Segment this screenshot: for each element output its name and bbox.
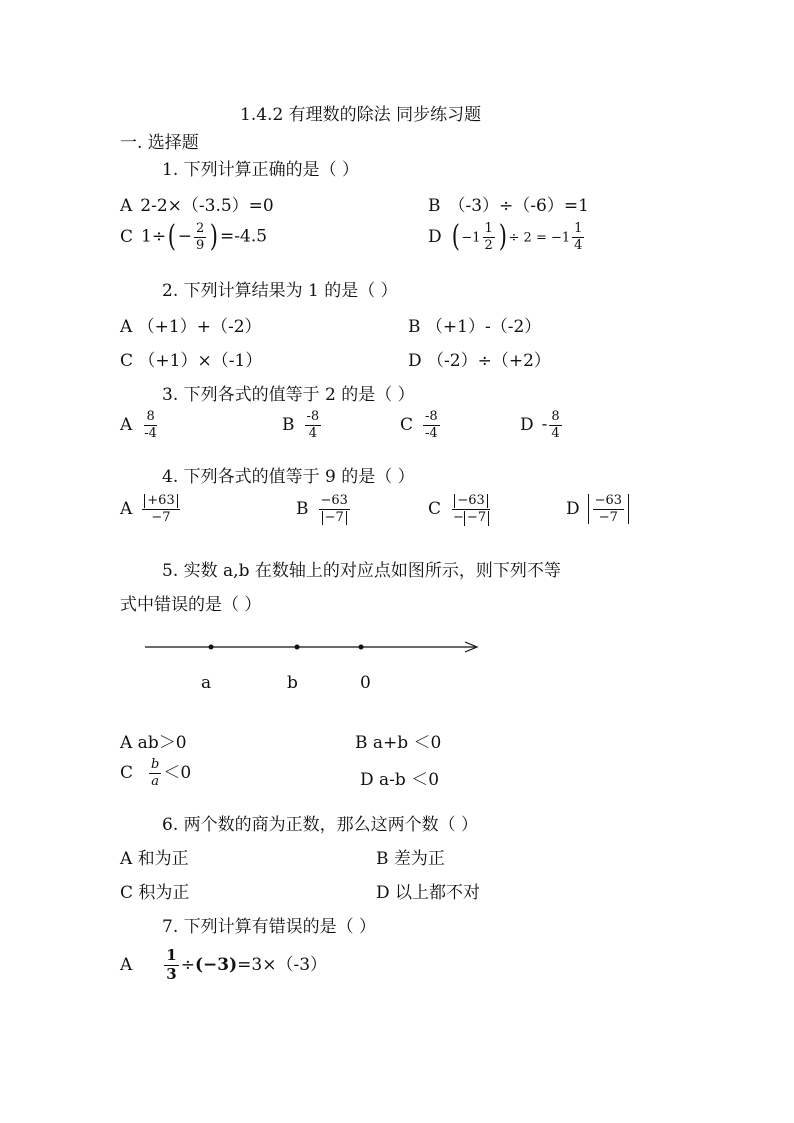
denominator: a [151, 774, 160, 789]
q6-option-b: B 差为正 [376, 849, 445, 869]
numerator: −63 [320, 493, 348, 508]
q2-stem: 2. 下列计算结果为 1 的是（ ） [162, 281, 398, 301]
q5-stem-continued: 式中错误的是（ ） [120, 595, 262, 615]
q3-stem: 3. 下列各式的值等于 2 的是（ ） [162, 385, 415, 405]
q5-option-d: D a-b ＜0 [360, 770, 440, 790]
option-label: B [296, 498, 309, 519]
numerator: −63 [594, 493, 623, 508]
option-label: C [120, 763, 134, 783]
q2-option-b: B （+1）-（-2） [408, 317, 542, 337]
left-paren: ( [167, 219, 177, 255]
right-paren: ) [498, 219, 507, 255]
option-text: 2-2×（-3.5）=0 [140, 196, 274, 216]
numerator: -8 [425, 409, 438, 424]
option-label: C [400, 414, 414, 435]
numerator: 1 [574, 221, 583, 236]
option-label: A [120, 196, 133, 216]
option-label: A [120, 414, 133, 435]
fraction [142, 494, 179, 525]
expr-post: =3×（-3） [237, 954, 328, 975]
numerator: 8 [551, 409, 560, 424]
q1-option-a [120, 191, 274, 216]
fraction [483, 222, 495, 252]
fraction [149, 758, 161, 788]
expr-mid: ÷ 2 = −1 [508, 230, 571, 246]
numerator: 1 [484, 221, 493, 236]
expr-post: ＜0 [163, 763, 192, 783]
q4-stem: 4. 下列各式的值等于 9 的是（ ） [162, 467, 415, 487]
divide-sign: ÷ [180, 954, 195, 975]
fraction [305, 410, 322, 440]
option-label: A [120, 954, 133, 975]
denominator: 3 [166, 964, 177, 983]
label-a: a [201, 673, 212, 693]
q1-option-b [428, 191, 589, 216]
option-label: D [428, 226, 442, 247]
q6-stem: 6. 两个数的商为正数，那么这两个数（ ） [162, 815, 479, 835]
option-label: A [120, 498, 133, 519]
abs-value: −7 [322, 511, 347, 525]
denominator: 9 [196, 237, 205, 253]
denominator: 2 [484, 237, 493, 253]
numerator [142, 494, 179, 510]
q6-option-a: A 和为正 [120, 849, 189, 869]
page-title: 1.4.2 有理数的除法 同步练习题 [240, 105, 482, 125]
option-label: C [120, 226, 134, 247]
denominator: -4 [425, 425, 438, 441]
option-label: B [428, 196, 441, 216]
label-zero: 0 [360, 673, 371, 693]
option-label: B [282, 414, 295, 435]
paren-expr: (−3) [194, 954, 238, 975]
abs-value [588, 494, 629, 524]
numerator [452, 494, 489, 510]
left-paren: ( [451, 219, 460, 255]
section-heading: 一. 选择题 [120, 133, 199, 153]
denominator: −7 [598, 509, 618, 525]
q1-stem: 1. 下列计算正确的是（ ） [162, 160, 360, 180]
q6-option-d: D 以上都不对 [376, 883, 481, 903]
numerator: 1 [166, 946, 177, 964]
q1-option-d [428, 219, 586, 255]
point-zero [359, 645, 364, 650]
fraction [164, 948, 178, 983]
q2-option-d: D （-2）÷（+2） [408, 351, 551, 371]
q2-option-c: C （+1）×（-1） [120, 351, 263, 371]
fraction [423, 410, 440, 440]
fraction [593, 494, 624, 524]
q3-option-d [520, 410, 564, 440]
abs-value: −63 [454, 494, 487, 508]
q5-option-a: A ab＞0 [120, 733, 187, 753]
numerator: 8 [146, 409, 155, 424]
q4-option-a [120, 494, 182, 525]
minus-sign: − [177, 226, 193, 247]
q4-option-d [566, 494, 629, 524]
q7-option-a [120, 948, 327, 983]
fraction [451, 494, 491, 526]
option-label: D [520, 414, 534, 435]
denominator: -4 [144, 425, 157, 441]
denominator [320, 510, 349, 525]
option-label: D [566, 498, 580, 519]
denominator: − −7 [451, 510, 491, 525]
q7-stem: 7. 下列计算有错误的是（ ） [162, 917, 377, 937]
fraction [142, 410, 159, 440]
abs-value: −7 [464, 511, 489, 525]
q4-option-c [428, 494, 493, 526]
numerator: 2 [196, 221, 205, 236]
q5-stem: 5. 实数 a,b 在数轴上的对应点如图所示，则下列不等 [162, 561, 561, 581]
numerator: b [151, 757, 160, 773]
denominator: 4 [551, 425, 560, 441]
q6-option-c: C 积为正 [120, 883, 190, 903]
expr-pre: 1÷ [141, 226, 167, 247]
point-b [295, 645, 300, 650]
abs-value: +63 [144, 494, 177, 508]
label-b: b [287, 673, 298, 693]
mixed-whole: −1 [461, 230, 481, 246]
option-label: C [428, 499, 442, 520]
denominator: −7 [151, 510, 171, 526]
denominator: 4 [308, 425, 317, 441]
right-paren: ) [210, 219, 219, 255]
q4-option-b [296, 494, 352, 525]
fraction [572, 222, 584, 252]
option-text: （-3）÷（-6）=1 [448, 196, 589, 216]
q3-option-a [120, 410, 161, 440]
expr-post: =-4.5 [220, 226, 268, 247]
point-a [209, 645, 214, 650]
q3-option-c [400, 410, 442, 440]
fraction [194, 222, 206, 252]
q1-option-c [120, 219, 268, 255]
q5-option-c [120, 758, 191, 789]
number-line-diagram [140, 630, 485, 700]
denominator: 4 [574, 237, 583, 253]
q2-option-a: A （+1）+（-2） [120, 317, 262, 337]
minus-sign: - [541, 414, 548, 435]
q3-option-b [282, 410, 323, 440]
fraction [319, 494, 350, 525]
numerator: -8 [306, 409, 320, 424]
fraction [549, 410, 561, 440]
q5-option-b: B a+b ＜0 [355, 733, 442, 753]
